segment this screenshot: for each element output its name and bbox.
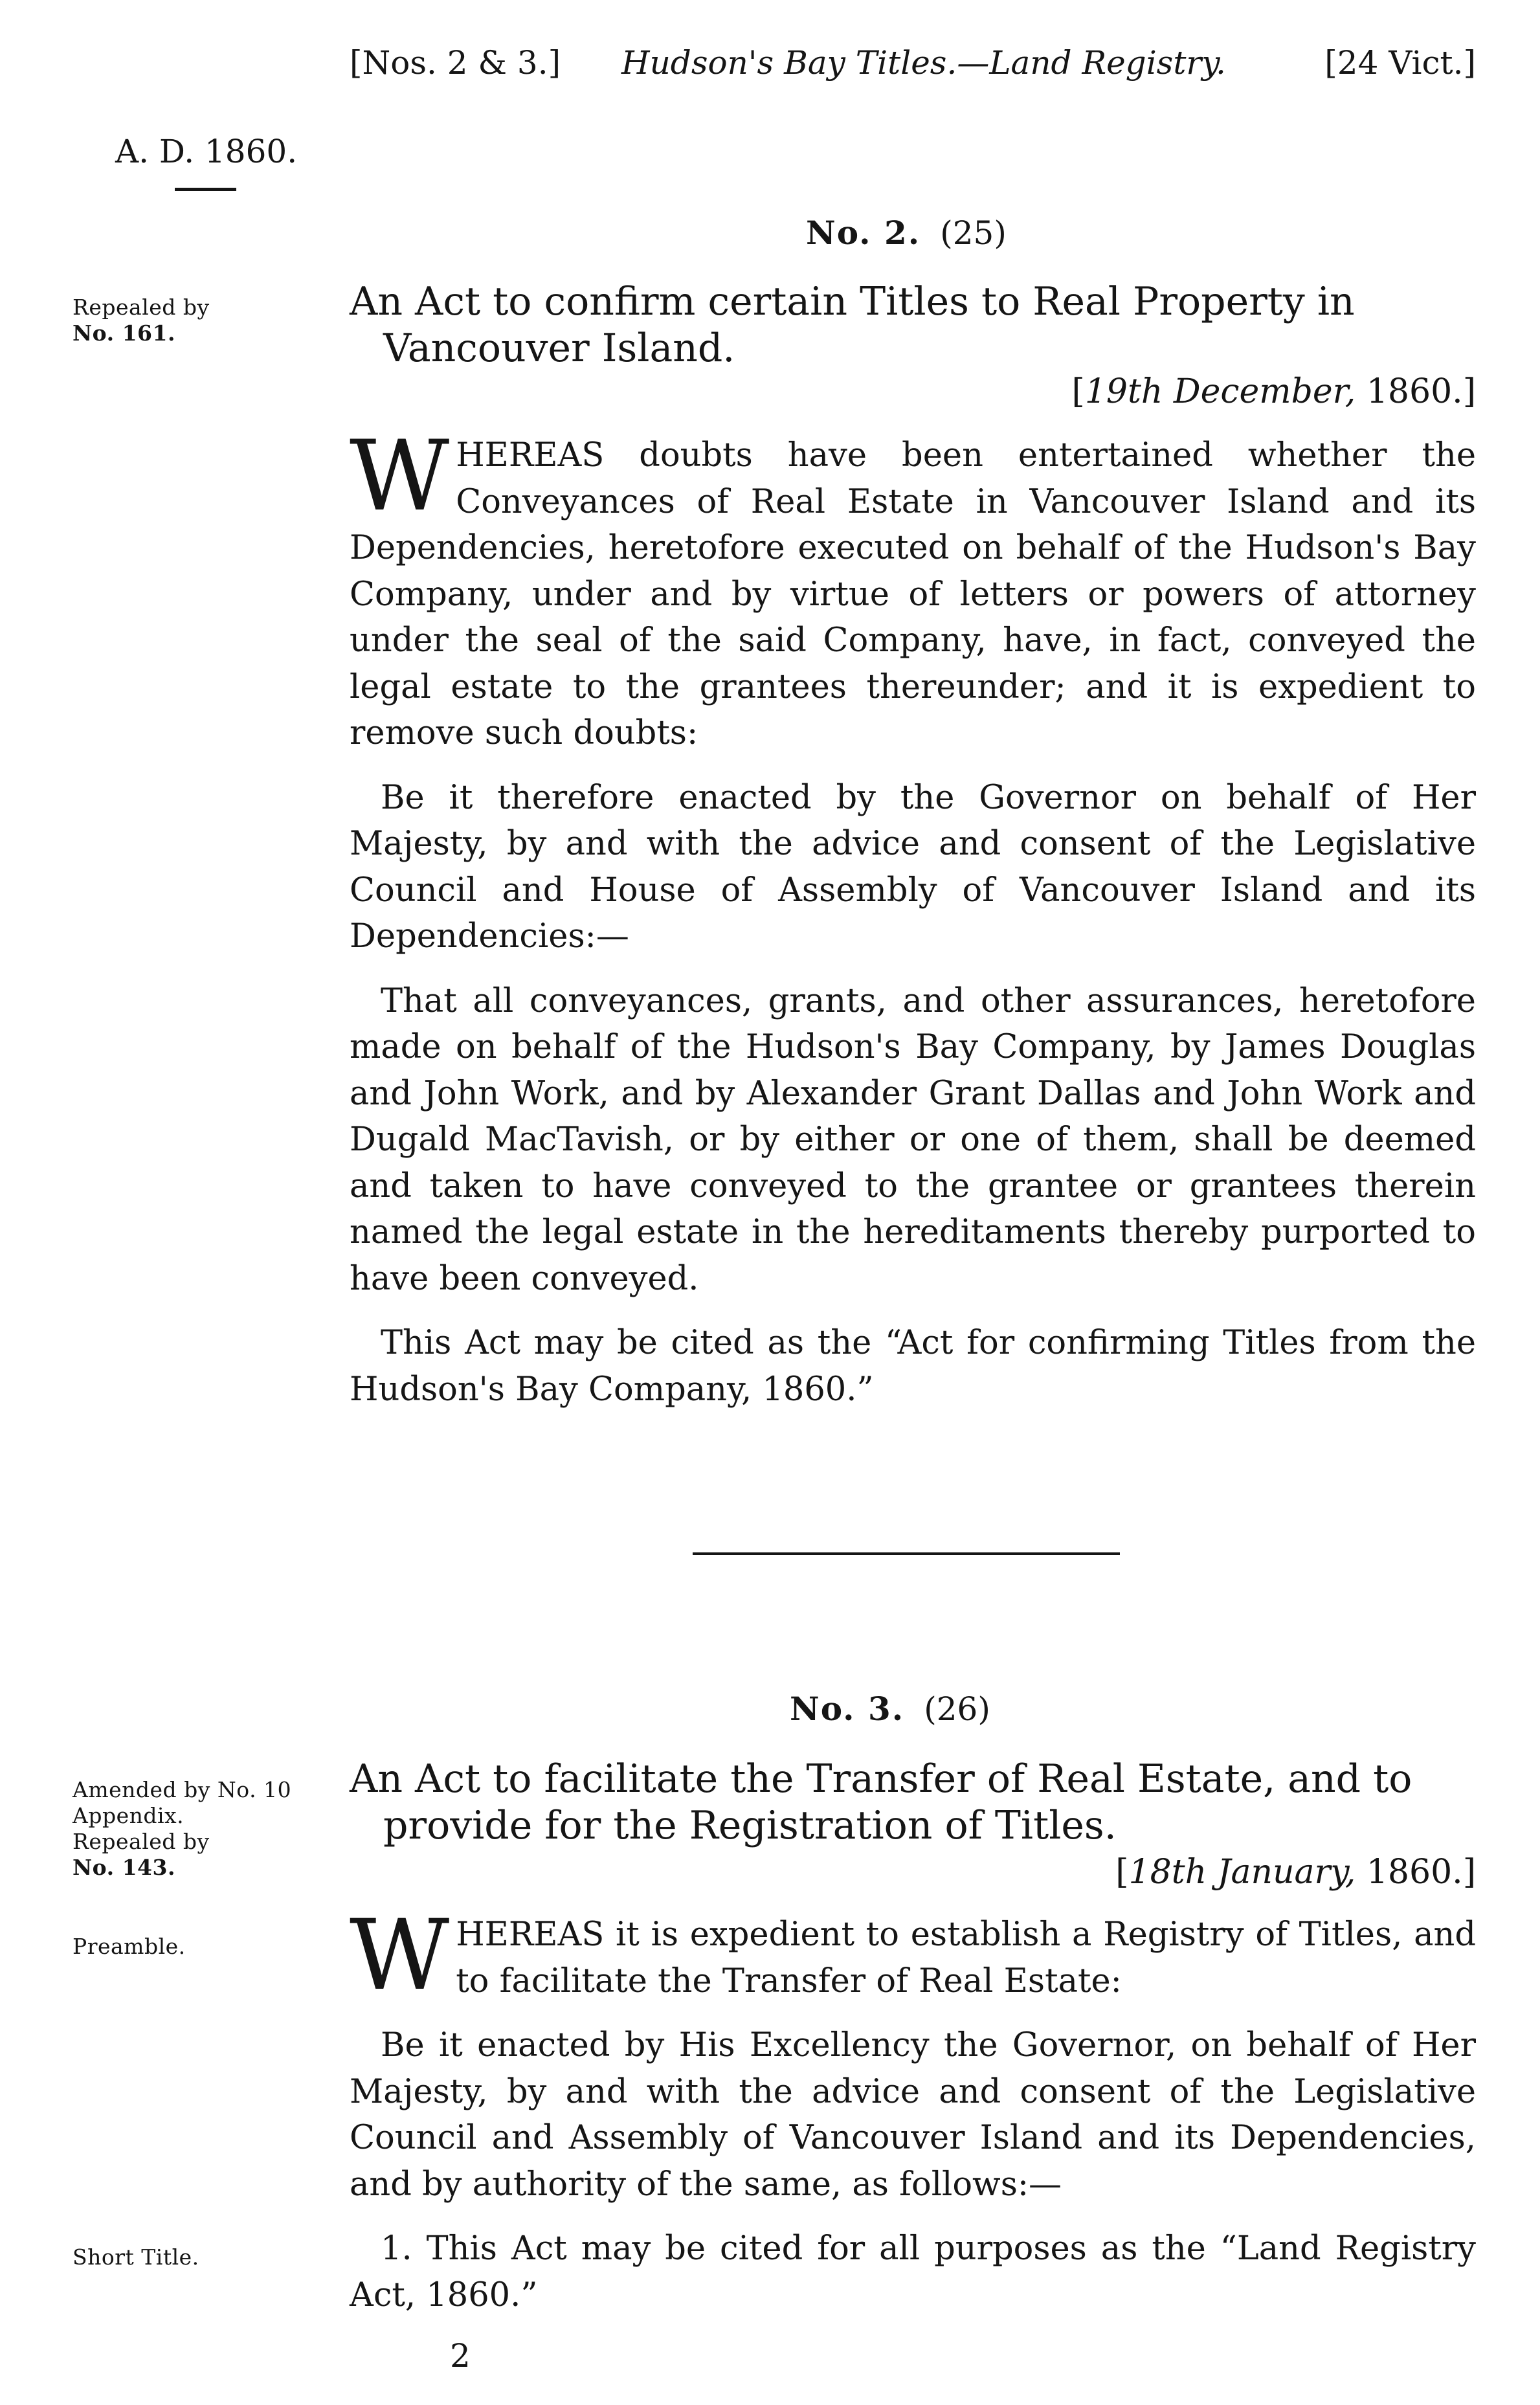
act3-body [350,1899,1476,2318]
act2-number: No. 2. [806,214,921,252]
act3-date: [18th January, 1860.] [1115,1853,1476,1892]
act3-enacting-clause: Be it enacted by His Excellency the Governor, on behalf of Her Majesty, by and with the advice and consent of the Legislative Council and Assembly of Vancouver Island and its Dependencies, and by authority of the same, as follows:— [350,2026,1476,2204]
act2-date: [19th December, 1860.] [1071,372,1476,411]
section-divider [693,1552,1120,1555]
act2-body [350,420,1476,1413]
act2-enacting-clause: Be it therefore enacted by the Governor on behalf of Her Majesty, by and with the advice and consent of the Legislative Council and House of Assembly of Vancouver Island and its Dependencies:— [350,778,1476,956]
act2-margin-note [73,295,210,346]
act2-margin-number: No. 161. [73,320,175,346]
act2-margin-repealed: Repealed by [73,295,210,320]
act2-operative-clause: That all conveyances, grants, and other assurances, heretofore made on behalf of the Hudson's Bay Company, by James Douglas and John Work, and by Alexander Grant Dallas and John Work and Dugald MacTavish, or by either or one of them, shall be deemed and taken to have conveyed to the grantee or grantees therein named the legal estate in the hereditaments thereby purported to have been conveyed. [350,981,1476,1298]
act2-dropcap: W [350,420,450,533]
act3-dropcap: W [350,1899,450,2012]
act3-title: An Act to facilitate the Transfer of Real Estate, and to provide for the Registration of Titles. [350,1756,1412,1848]
act3-margin-amended: Amended by No. 10 [73,1777,292,1802]
act2-chapter: (25) [940,214,1007,252]
header-right: [24 Vict.] [1324,44,1476,82]
act3-margin-short-title: Short Title. [73,2244,199,2270]
header-left: [Nos. 2 & 3.] [350,44,561,82]
act2-preamble: WHEREAS doubts have been entertained whether the Conveyances of Real Estate in Vancouver Island and its Dependencies, heretofore executed on behalf of the Hudson's Bay Company, under and by virtue of letters or powers of attorney under the seal of the said Company, have, in fact, conveyed the legal estate to the grantees thereunder; and it is expedient to remove such doubts: [350,420,1476,752]
act3-number: No. 3. [790,1690,905,1728]
act3-margin-repealed: Repealed by [73,1829,210,1854]
act3-preamble: WHEREAS it is expedient to establish a Registry of Titles, and to facilitate the Transfer of Real Estate: [350,1899,1476,2012]
running-header [350,44,1476,96]
act3-margin-appendix: Appendix. [73,1803,184,1828]
act2-title: An Act to confirm certain Titles to Real Property in Vancouver Island. [350,279,1355,371]
year-note: A. D. 1860. [115,133,298,170]
act2-heading [806,214,1007,252]
act3-heading [790,1690,990,1728]
act3-margin-note [73,1777,344,1881]
year-rule [175,188,236,191]
act2-citation-clause: This Act may be cited as the “Act for confirming Titles from the Hudson's Bay Company, 1860.” [350,1324,1476,1409]
header-center: Hudson's Bay Titles.—Land Registry. [621,44,1226,82]
act3-section-1: 1. This Act may be cited for all purposes as the “Land Registry Act, 1860.” [350,2230,1476,2314]
page-number: 2 [450,2337,471,2375]
act3-chapter: (26) [924,1690,990,1728]
act3-margin-number: No. 143. [73,1855,175,1880]
act3-margin-preamble: Preamble. [73,1934,186,1959]
